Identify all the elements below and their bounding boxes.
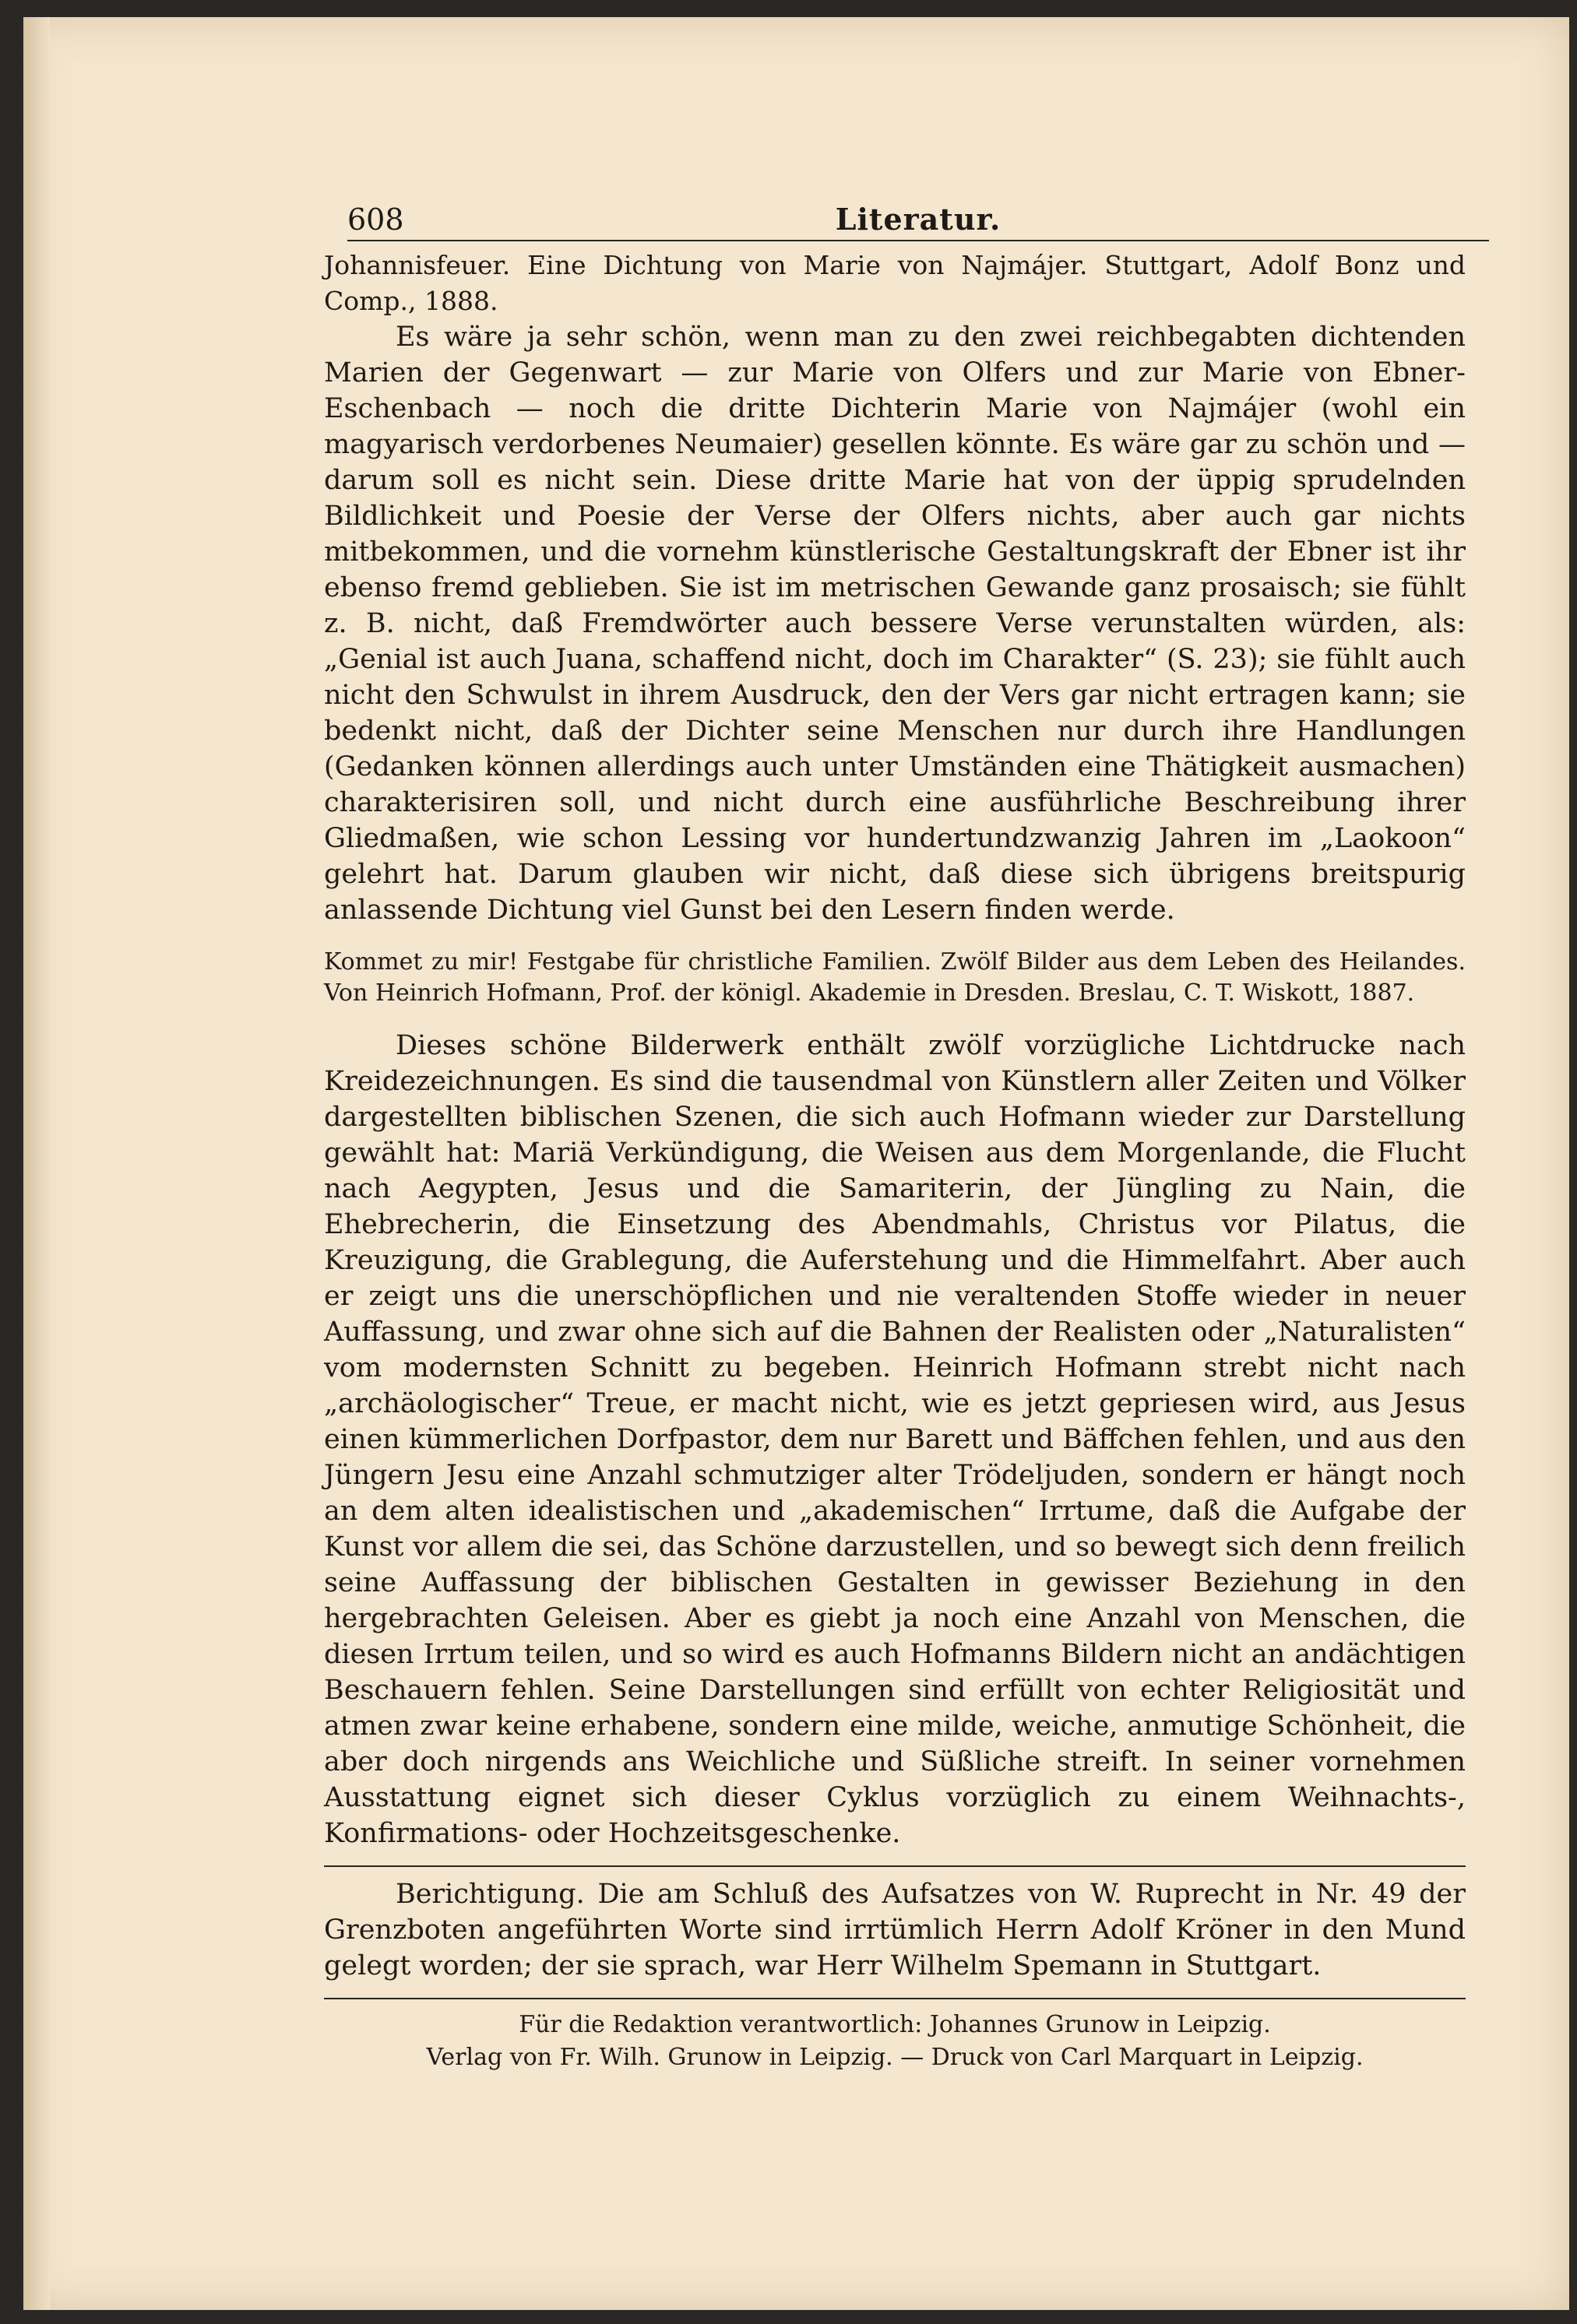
review1-citation: Johannisfeuer. Eine Dichtung von Marie von Najmájer. Stuttgart, Adolf Bonz und Comp., 1888.: [324, 250, 1466, 316]
review2-citation: Kommet zu mir! Festgabe für christliche Familien. Zwölf Bilder aus dem Leben des Heilandes. Von Heinrich Hofmann, Prof. der königl. Akademie in Dresden. Breslau, C. T. Wiskott, 1887.: [324, 948, 1466, 1007]
page-content: [324, 248, 1466, 2074]
running-title: Literatur.: [835, 202, 1001, 237]
footer-publisher-line: Verlag von Fr. Wilh. Grunow in Leipzig. — Druck von Carl Marquart in Leipzig.: [426, 2044, 1364, 2071]
review2-body: Dieses schöne Bilderwerk enthält zwölf vorzügliche Lichtdrucke nach Kreidezeichnungen. Es sind die tausendmal von Künstlern aller Zeiten und Völker dargestellten biblischen Szenen, die sich auch Hofmann wieder zur Darstellung gewählt hat: Mariä Verkündigung, die Weisen aus dem Morgenlande, die Flucht nach Aegypten, Jesus und die Samariterin, der Jüngling zu Nain, die Ehebrecherin, die Einsetzung des Abendmahls, Christus vor Pilatus, die Kreuzigung, die Grablegung, die Auferstehung und die Himmelfahrt. Aber auch er zeigt uns die unerschöpflichen und nie veraltenden Stoffe wieder in neuer Auffassung, und zwar ohne sich auf die Bahnen der Realisten oder „Naturalisten“ vom modernsten Schnitt zu begeben. Heinrich Hofmann strebt nicht nach „archäologischer“ Treue, er macht nicht, wie es jetzt gepriesen wird, aus Jesus einen kümmerlichen Dorfpastor, dem nur Barett und Bäffchen fehlen, und aus den Jüngern Jesu eine Anzahl schmutziger alter Trödeljuden, sondern er hängt noch an dem alten idealistischen und „akademischen“ Irrtume, daß die Aufgabe der Kunst vor allem die sei, das Schöne darzustellen, und so bewegt sich denn freilich seine Auffassung der biblischen Gestalten in gewisser Beziehung in den hergebrachten Geleisen. Aber es giebt ja noch eine Anzahl von Menschen, die diesen Irrtum teilen, und so wird es auch Hofmanns Bildern nicht an andächtigen Beschauern fehlen. Seine Darstellungen sind erfüllt von echter Religiosität und atmen zwar keine erhabene, sondern eine milde, weiche, anmutige Schönheit, die aber doch nirgends ans Weichliche und Süßliche streift. In seiner vornehmen Ausstattung eignet sich dieser Cyklus vorzüglich zu einem Weihnachts-, Konfirmations- oder Hochzeitsgeschenke.: [324, 1030, 1466, 1849]
review1-body: Es wäre ja sehr schön, wenn man zu den zwei reichbegabten dichtenden Marien der Gegenwart — zur Marie von Olfers und zur Marie von Ebner-Eschenbach — noch die dritte Dichterin Marie von Najmájer (wohl ein magyarisch verdorbenes Neumaier) gesellen könnte. Es wäre gar zu schön und — darum soll es nicht sein. Diese dritte Marie hat von der üppig sprudelnden Bildlichkeit und Poesie der Verse der Olfers nichts, aber auch gar nichts mitbekommen, und die vornehm künstlerische Gestaltungskraft der Ebner ist ihr ebenso fremd geblieben. Sie ist im metrischen Gewande ganz prosaisch; sie fühlt z. B. nicht, daß Fremdwörter auch bessere Verse verunstalten würden, als: „Genial ist auch Juana, schaffend nicht, doch im Charakter“ (S. 23); sie fühlt auch nicht den Schwulst in ihrem Ausdruck, den der Vers gar nicht ertragen kann; sie bedenkt nicht, daß der Dichter seine Menschen nur durch ihre Handlungen (Gedanken können allerdings auch unter Umständen eine Thätigkeit ausmachen) charakterisiren soll, und nicht durch eine ausführliche Beschreibung ihrer Gliedmaßen, wie schon Lessing vor hundertundzwanzig Jahren im „Laokoon“ gelehrt hat. Darum glauben wir nicht, daß diese sich übrigens breitspurig anlassende Dichtung viel Gunst bei den Lesern finden werde.: [324, 322, 1466, 926]
page-header: [347, 202, 1489, 241]
footer-editor-line: Für die Redaktion verantwortlich: Johannes Grunow in Leipzig.: [519, 2011, 1271, 2038]
page-number: 608: [347, 202, 404, 237]
page-gutter: [23, 17, 50, 2310]
correction-note: Berichtigung. Die am Schluß des Aufsatzes von W. Ruprecht in Nr. 49 der Grenzboten angeführten Worte sind irrtümlich Herrn Adolf Kröner in den Mund gelegt worden; der sie sprach, war Herr Wilhelm Spemann in Stuttgart.: [324, 1879, 1466, 1981]
